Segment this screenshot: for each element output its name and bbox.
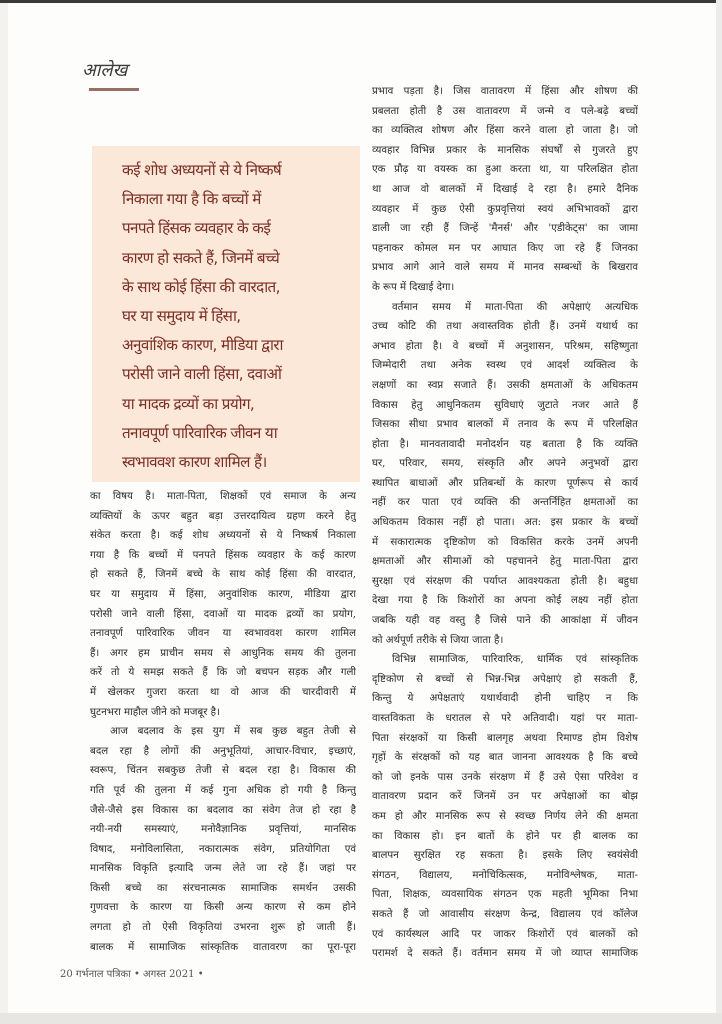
- body-text-line: बदल रहा है लोगों की अनुभूतियां, आचार-विचार, इच्छाएं,: [90, 745, 356, 757]
- body-text-line: गृहों के संरक्षकों को यह बात जानना आवश्यक है कि बच्चे: [372, 752, 638, 764]
- body-text-line: विकास हेतु आधुनिकतम सुविधाएं जुटाते नजर आते हैं: [372, 399, 638, 411]
- left-column: [90, 487, 356, 957]
- body-text-line: आज बदलाव के इस युग में सब कुछ बहुत तेजी से: [110, 726, 356, 738]
- pull-quote-line: अनुवांशिक कारण, मीडिया द्वारा: [122, 336, 283, 355]
- pull-quote-line: के साथ कोई हिंसा की वारदात,: [122, 277, 280, 296]
- body-text-line: का विषय है। माता-पिता, शिक्षकों एवं समाज के अन्य: [90, 491, 356, 502]
- page-footer: [60, 966, 204, 980]
- body-text-line: सकते हैं जो आवासीय संरक्षण केन्द्र, विद्यालय एवं कॉलेज: [372, 908, 638, 920]
- body-text-line: को अर्थपूर्ण तरीके से जिया जाता है।: [372, 634, 504, 646]
- page-number: 20: [60, 969, 73, 980]
- body-text-line: बालपन सुरक्षित रह सकता है। इसके लिए स्वयंसेवी: [372, 850, 638, 862]
- body-text-line: विभिन्न सामाजिक, पारिवारिक, धार्मिक एवं सांस्कृतिक: [392, 654, 638, 666]
- body-text-line: पहनाकर कोमल मन पर आघात किए जा रहे हैं जिनका: [372, 242, 638, 254]
- publication-name: गर्भनाल पत्रिका: [75, 969, 131, 980]
- body-text-line: बालक में सामाजिक सांस्कृतिक वातावरण का पूरा-पूरा: [90, 941, 356, 953]
- body-text-line: क्षमताओं और सीमाओं को पहचानने हेतु माता-पिता द्वारा: [372, 556, 638, 568]
- body-text-line: घर या समुदाय में हिंसा, अनुवांशिक कारण, मीडिया द्वारा: [90, 588, 356, 600]
- body-text-line: देखा गया है कि किशोरों का अपना कोई लक्ष्य नहीं होता: [372, 595, 638, 607]
- body-text-line: किन्तु ये अपेक्षताएं यथार्थवादी होनी चाहिए न कि: [372, 693, 638, 705]
- footer-separator-end: •: [197, 969, 204, 980]
- body-text-line: परामर्श दे सकते हैं। वर्तमान समय में जो व्याप्त सामाजिक: [372, 948, 638, 960]
- pull-quote-line: निकाला गया है कि बच्चों में: [122, 190, 261, 209]
- body-text-line: वातावरण प्रदान करें जिनमें उन पर अपेक्षाओं का बोझ: [372, 791, 638, 803]
- body-text-line: सुरक्षा एवं संरक्षण की पर्याप्त आवश्यकता होती है। बहुधा: [372, 575, 638, 587]
- body-text-line: मानसिक विकृति इत्यादि जन्म लेते जा रहे हैं। जहां पर: [90, 863, 356, 875]
- body-text-line: घुटनभरा माहौल जीने को मजबूर है।: [90, 706, 220, 718]
- body-text-line: किसी बच्चे का संरचनात्मक सामाजिक समर्थन उसकी: [90, 882, 356, 894]
- body-text-line: लक्षणों का स्वप्न सजाते हैं। उसकी क्षमताओं के अधिकतम: [372, 379, 638, 391]
- body-text-line: संकेत करता है। कई शोध अध्ययनों से ये निष्कर्ष निकाला: [90, 530, 356, 542]
- body-text-line: घर, परिवार, समय, संस्कृति और अपने अनुभवों द्वारा: [372, 458, 638, 470]
- pull-quote-line: तनावपूर्ण पारिवारिक जीवन या: [122, 423, 278, 442]
- body-text-line: पिता, शिक्षक, व्यवसायिक संगठन एक महती भूमिका निभा: [372, 889, 638, 901]
- body-text-line: स्वरूप, चिंतन सबकुछ तेजी से बदल रहा है। विकास की: [90, 765, 356, 777]
- body-text-line: अभाव होता है। वे बच्चों में अनुशासन, परिश्रम, सहिष्णुता: [372, 340, 638, 352]
- body-text-line: नहीं कर पाता एवं व्यक्ति की अन्तर्निहित क्षमताओं का: [372, 497, 638, 509]
- pull-quote-line: घर या समुदाय में हिंसा,: [122, 307, 241, 326]
- section-label: आलेख: [82, 60, 128, 81]
- body-text-line: का व्यक्तित्व शोषण और हिंसा करने वाला हो जाता है। जो: [372, 125, 638, 137]
- bottom-shade: [0, 1013, 722, 1024]
- body-text-line: तनावपूर्ण पारिवारिक जीवन या स्वभाववश कारण शामिल: [90, 628, 356, 640]
- body-text-line: जिसका सीधा प्रभाव बालकों में तनाव के रूप में परिलक्षित: [372, 419, 638, 431]
- pull-quote-line: पनपते हिंसक व्यवहार के कई: [122, 219, 271, 238]
- body-text-line: कम हो और मानसिक रूप से स्वच्छ निर्णय लेने की क्षमता: [372, 810, 638, 822]
- body-text-line: पिता संरक्षकों या किसी बालगृह अथवा रिमाण्ड होम विशेष: [372, 732, 638, 744]
- body-text-line: नयी-नयी समस्याएं, मनोवैज्ञानिक प्रवृत्तियां, मानसिक: [90, 824, 356, 836]
- body-text-line: एवं कार्यस्थल आदि पर जाकर किशोरों एवं बालकों को: [372, 928, 638, 940]
- body-text-line: प्रभाव पड़ता है। जिस वातावरण में हिंसा और शोषण की: [372, 86, 638, 97]
- issue-date: अगस्त 2021: [143, 969, 195, 980]
- section-underline: [89, 88, 139, 91]
- body-text-line: परोसी जाने वाली हिंसा, दवाओं या मादक द्रव्यों का प्रयोग,: [90, 608, 356, 620]
- body-text-line: के रूप में दिखाई देगा।: [372, 281, 455, 293]
- body-text-line: हैं। अगर हम प्राचीन समय से आधुनिक समय की तुलना: [90, 647, 356, 659]
- pull-quote-line: स्वभाववश कारण शामिल हैं।: [122, 453, 267, 472]
- pull-quote-line: परोसी जाने वाली हिंसा, दवाओं: [122, 365, 282, 384]
- pull-quote-line: कारण हो सकते हैं, जिनमें बच्चे: [122, 248, 280, 267]
- body-text-line: हो सकते हैं, जिनमें बच्चे के साथ कोई हिंसा की वारदात,: [90, 569, 356, 581]
- pull-quote-line: या मादक द्रव्यों का प्रयोग,: [122, 394, 255, 413]
- body-text-line: एक प्रौढ़ या वयस्क का हुआ करता था, या परिलक्षित होता: [372, 164, 638, 176]
- body-text-line: अधिकतम विकास नहीं हो पाता। अत: इस प्रकार के बच्चों: [372, 517, 638, 529]
- body-text-line: गया है कि बच्चों में पनपते हिंसक व्यवहार के कई कारण: [90, 549, 356, 561]
- body-text-line: व्यक्तियों के ऊपर बहुत बड़ा उत्तरदायित्व ग्रहण करने हेतु: [90, 510, 356, 522]
- body-text-line: प्रबलता होती है उस वातावरण में जन्मे व पले-बढ़े बच्चों: [372, 105, 638, 117]
- body-text-line: संगठन, विद्यालय, मनोचिकित्सक, मनोविश्लेषक, माता-: [372, 869, 638, 881]
- body-text-line: होता है। मानवतावादी मनोदर्शन यह बताता है कि व्यक्ति: [372, 438, 638, 450]
- body-text-line: वास्तविकता के धरातल से परे अतिवादी। यहां पर माता-: [372, 713, 638, 724]
- body-text-line: स्थापित बाधाओं और प्रतिबन्धों के कारण पूर्णरूप से कार्य: [372, 477, 638, 489]
- body-text-line: गुणवत्ता के कारण या किसी अन्य कारण से कम होने: [90, 902, 356, 914]
- body-text-line: को जो इनके पास उनके संरक्षण में हैं उसे ऐसा परिवेश व: [372, 771, 638, 783]
- body-text-line: वर्तमान समय में माता-पिता की अपेक्षाएं अत्यधिक: [392, 301, 638, 313]
- right-column: [372, 82, 638, 964]
- body-text-line: था आज वो बालकों में दिखाई दे रहा है। हमारे दैनिक: [372, 183, 638, 195]
- footer-separator: •: [133, 969, 140, 980]
- body-text-line: का विकास हो। इन बातों के होने पर ही बालक का: [372, 830, 638, 842]
- pull-quote-box: [92, 146, 360, 482]
- body-text-line: दृष्टिकोण से बच्चों से भिन्न-भिन्न अपेक्षाएं हो सकती हैं,: [372, 673, 638, 685]
- body-text-line: डाली जा रही हैं जिन्हें 'मैनर्स' और 'एडीकेट्स' का जामा: [372, 223, 638, 235]
- body-text-line: उच्च कोटि की तथा अवास्तविक होती हैं। उनमें यथार्थ का: [372, 321, 638, 333]
- body-text-line: जबकि यही वह वस्तु है जिसे पाने की आकांक्षा में जीवन: [372, 615, 638, 627]
- body-text-line: व्यवहार विभिन्न प्रकार के मानसिक संघर्षों से गुजरते हुए: [372, 144, 638, 156]
- page-edge: [716, 0, 722, 1024]
- body-text-line: जैसे-जैसे इस विकास का बदलाव का संवेग तेज हो रहा है: [90, 804, 356, 816]
- body-text-line: करें तो ये समझ सकते हैं कि जो बचपन सड़क और गली: [90, 667, 356, 679]
- body-text-line: व्यवहार में कुछ ऐसी कुप्रवृत्तियां स्वयं अभिभावकों द्वारा: [372, 203, 638, 215]
- body-text-line: गति पूर्व की तुलना में कई गुना अधिक हो गयी है किन्तु: [90, 784, 356, 796]
- body-text-line: में खेलकर गुजरा करता था वो आज की चारदीवारी में: [90, 686, 356, 698]
- body-text-line: विषाद, मनोविलासिता, नकारात्मक संवेग, प्रतियोगिता एवं: [90, 843, 356, 855]
- body-text-line: प्रभाव आगे आने वाले समय में मानव सम्बन्धों के बिखराव: [372, 262, 638, 274]
- body-text-line: लगता हो तो ऐसी विकृतियां उभरना शुरू हो जाती हैं।: [90, 922, 356, 934]
- body-text-line: जिम्मेदारी तथा अनेक स्वस्थ एवं आदर्श व्यक्तित्व के: [372, 360, 638, 372]
- body-text-line: में सकारात्मक दृष्टिकोण को विकसित करके उनमें अपनी: [372, 536, 638, 548]
- pull-quote-line: कई शोध अध्ययनों से ये निष्कर्ष: [122, 161, 282, 179]
